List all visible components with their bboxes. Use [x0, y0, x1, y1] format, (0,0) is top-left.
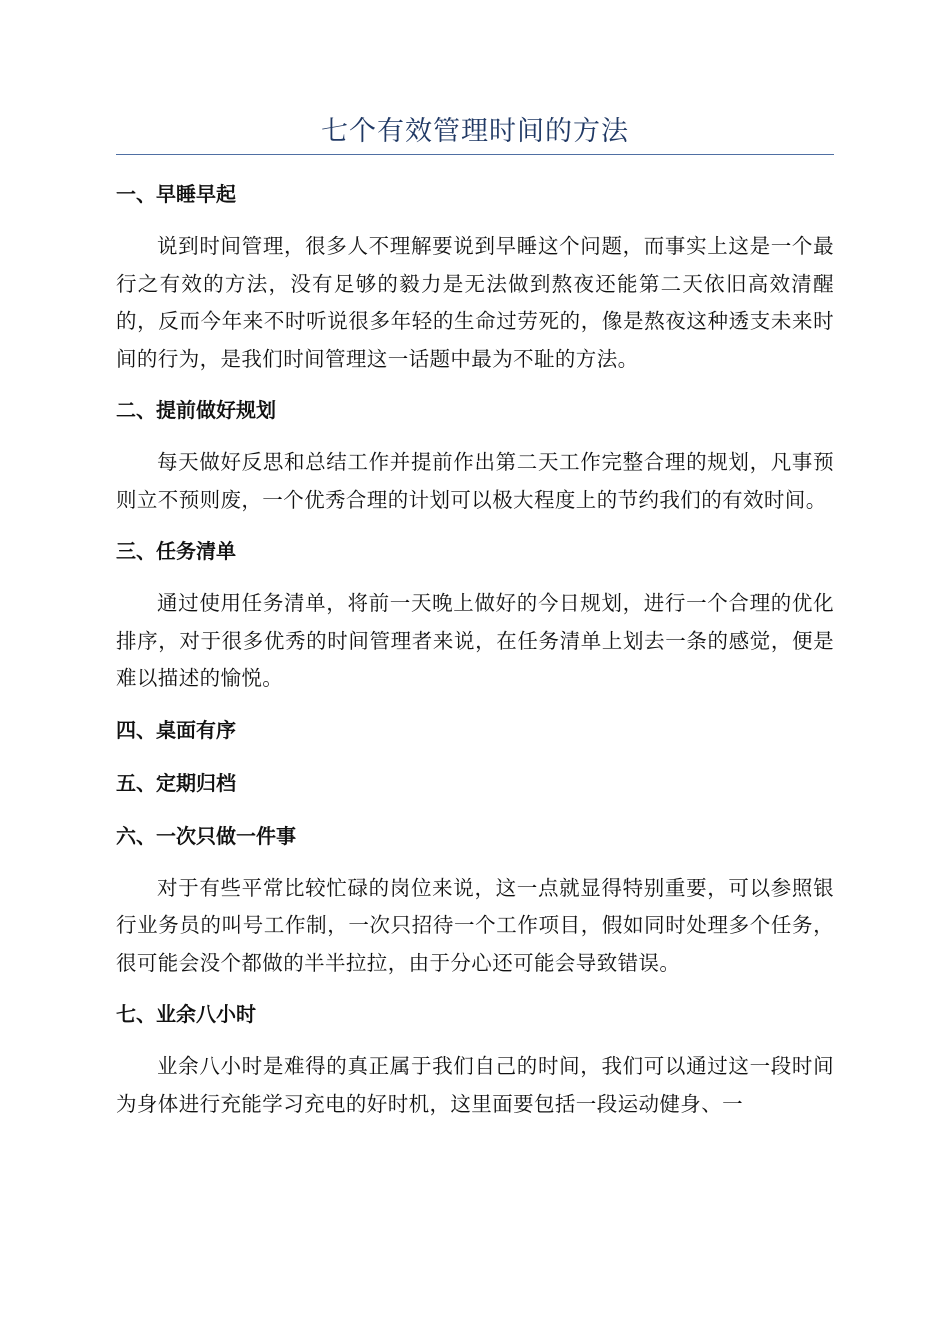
document-title: 七个有效管理时间的方法 [321, 116, 629, 147]
section-paragraph: 每天做好反思和总结工作并提前作出第二天工作完整合理的规划，凡事预则立不预则废，一个优秀合理的计划可以极大程度上的节约我们的有效时间。 [116, 450, 834, 512]
section-heading: 二、提前做好规划 [116, 398, 276, 422]
section-paragraph: 业余八小时是难得的真正属于我们自己的时间，我们可以通过这一段时间为身体进行充能学习充电的好时机，这里面要包括一段运动健身、一 [116, 1054, 834, 1116]
title-underline [116, 154, 834, 155]
section-paragraph: 对于有些平常比较忙碌的岗位来说，这一点就显得特别重要，可以参照银行业务员的叫号工作制，一次只招待一个工作项目，假如同时处理多个任务，很可能会没个都做的半半拉拉，由于分心还可能会导致错误。 [116, 875, 834, 975]
section-heading: 七、业余八小时 [116, 1002, 256, 1026]
section-heading: 四、桌面有序 [116, 717, 236, 742]
section-heading: 六、一次只做一件事 [116, 823, 296, 848]
section-heading: 三、任务清单 [116, 539, 236, 563]
document-body [116, 176, 834, 1123]
section-paragraph: 通过使用任务清单，将前一天晚上做好的今日规划，进行一个合理的优化排序，对于很多优秀的时间管理者来说，在任务清单上划去一条的感觉，便是难以描述的愉悦。 [116, 591, 834, 690]
section-heading: 一、早睡早起 [116, 182, 236, 206]
section-heading: 五、定期归档 [116, 770, 236, 795]
section-paragraph: 说到时间管理，很多人不理解要说到早睡这个问题，而事实上这是一个最行之有效的方法，没有足够的毅力是无法做到熬夜还能第二天依旧高效清醒的，反而今年来不时听说很多年轻的生命过劳死的，像是熬夜这种透支未来时间的行为，是我们时间管理这一话题中最为不耻的方法。 [116, 234, 834, 371]
